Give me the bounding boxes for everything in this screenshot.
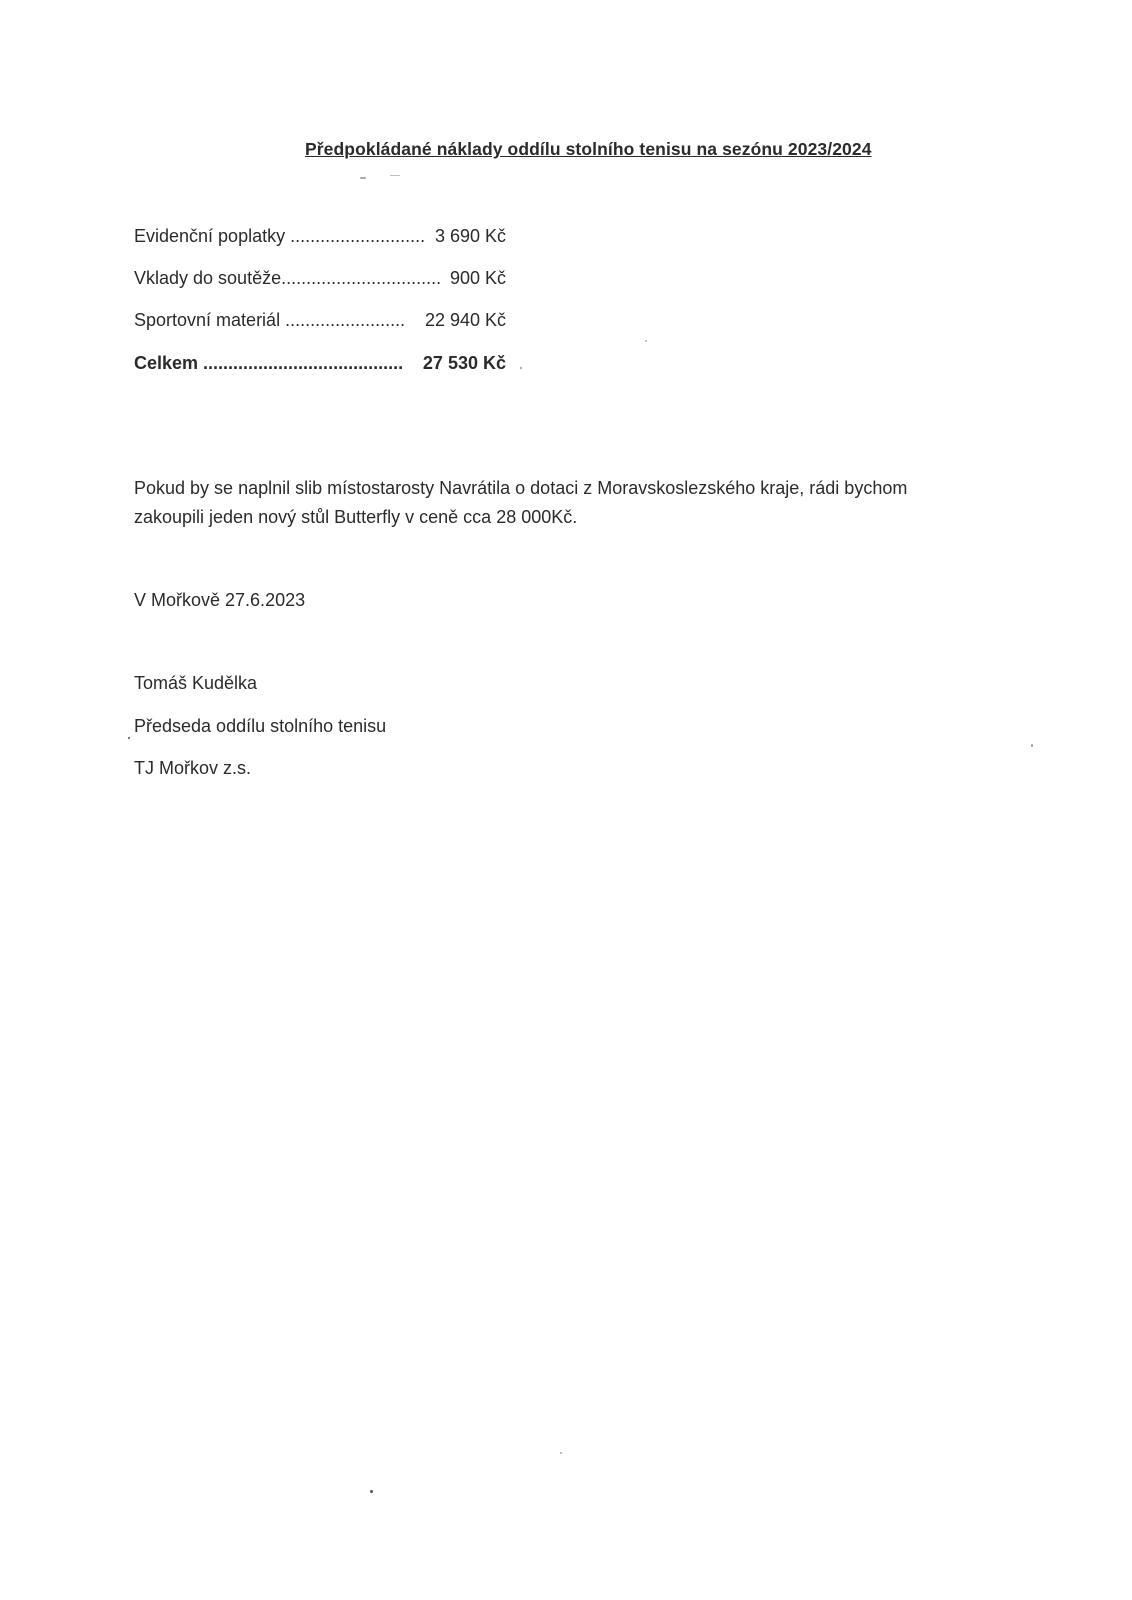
cost-value: 3 690 Kč: [434, 226, 506, 246]
paragraph-line-2: zakoupili jeden nový stůl Butterfly v ceně cca 28 000Kč.: [134, 507, 578, 527]
cost-label: Vklady do soutěže................................: [134, 268, 442, 288]
scan-speck: [370, 1490, 373, 1493]
cost-label: Sportovní materiál ........................: [134, 310, 406, 330]
scan-speck: [128, 737, 130, 739]
cost-value: 22 940 Kč: [424, 310, 506, 330]
scan-speck: [390, 175, 400, 176]
paragraph-line-1: Pokud by se naplnil slib místostarosty Navrátila o dotaci z Moravskoslezského kraje, rádi bychom: [134, 478, 908, 498]
signatory-name: Tomáš Kudělka: [134, 673, 258, 693]
scan-speck: [560, 1452, 562, 1454]
cost-row-total: [134, 353, 506, 377]
scan-speck: [645, 340, 647, 342]
signatory-role: Předseda oddílu stolního tenisu: [134, 716, 387, 736]
place-date: V Mořkově 27.6.2023: [134, 590, 306, 610]
scan-speck: [520, 367, 522, 369]
cost-value: 900 Kč: [449, 268, 506, 288]
cost-row-sports-material: [134, 310, 506, 334]
signatory-organization: TJ Mořkov z.s.: [134, 758, 252, 778]
total-label: Celkem ........................................: [134, 353, 404, 373]
scan-speck: [1031, 744, 1033, 747]
document-title: Předpokládané náklady oddílu stolního tenisu na sezónu 2023/2024: [305, 139, 872, 159]
cost-row-registration-fees: [134, 226, 506, 250]
cost-row-competition-fees: [134, 268, 506, 292]
scan-speck: [360, 177, 366, 179]
cost-label: Evidenční poplatky ...........................: [134, 226, 426, 246]
total-value: 27 530 Kč: [422, 353, 506, 373]
